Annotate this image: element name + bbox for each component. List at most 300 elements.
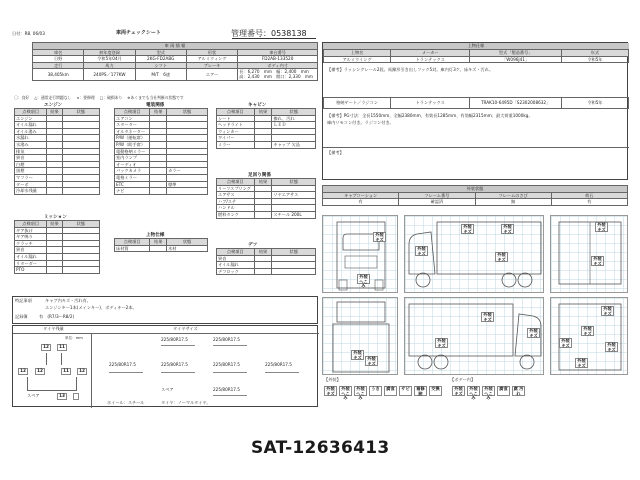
cabin-row bbox=[217, 128, 316, 135]
chassis-item-state bbox=[272, 198, 316, 205]
chassis-item-state bbox=[272, 185, 316, 192]
engine-row bbox=[15, 115, 100, 122]
tire-spare-label: スペア bbox=[27, 393, 40, 398]
upper-col-maker: メーカー bbox=[391, 50, 470, 57]
engine-item-state bbox=[62, 115, 99, 122]
electrical-col-state: 状態 bbox=[167, 109, 208, 116]
mission-item-state bbox=[62, 234, 99, 241]
engine-item-label: マフラー bbox=[15, 174, 47, 181]
val-shape: アルミウィング bbox=[186, 56, 237, 63]
electrical-rows bbox=[115, 115, 208, 194]
mission-item-label: ギア抜け bbox=[15, 227, 47, 234]
tire-remain-unit: 単位：mm bbox=[65, 336, 83, 340]
upper-spec-table bbox=[323, 49, 629, 63]
deflect-item-label: 異音 bbox=[217, 255, 255, 262]
exterior-table bbox=[322, 185, 628, 206]
sheet-title: 車両チェックシート bbox=[116, 30, 161, 36]
deflect-rows bbox=[217, 255, 316, 275]
engine-col-item: 点検項目 bbox=[15, 109, 47, 116]
electrical-item-state bbox=[167, 141, 208, 148]
upper-row1-name: アルミウイング bbox=[324, 56, 391, 63]
legend-body-4: 腐食 bbox=[497, 386, 510, 396]
legend-row bbox=[14, 96, 184, 100]
val-first-reg: 令和5年04月 bbox=[84, 56, 135, 63]
exterior-title: 外装状態 bbox=[323, 186, 628, 193]
chassis-row bbox=[217, 185, 316, 192]
chassis-row bbox=[217, 211, 316, 218]
cabin-col-result: 結果 bbox=[254, 109, 272, 116]
mission-item-state bbox=[62, 260, 99, 267]
tire-remain-fl: 12 bbox=[41, 344, 51, 351]
engine-item-label: オイル漏れ bbox=[15, 122, 47, 129]
engine-item-label: ターボ bbox=[15, 181, 47, 188]
val-brake: エアー bbox=[186, 69, 237, 81]
deflect-item-label: オイル漏れ bbox=[217, 262, 255, 269]
engine-item-label: 黒煙 bbox=[15, 168, 47, 175]
gate-spec-table bbox=[323, 97, 629, 109]
damage-side-left-4: 外装 キズ bbox=[415, 246, 428, 256]
tire-spare-value: 13 bbox=[57, 393, 67, 400]
engine-item-result bbox=[47, 188, 62, 195]
mission-row bbox=[15, 267, 100, 274]
hdr-mileage: 走行 bbox=[33, 62, 84, 69]
cabin-item-result bbox=[254, 115, 272, 122]
electrical-row bbox=[115, 161, 208, 168]
engine-row bbox=[15, 135, 100, 142]
engine-item-result bbox=[47, 161, 62, 168]
upper-spec-box bbox=[322, 42, 628, 180]
electrical-item-label: エアコン bbox=[115, 115, 150, 122]
exterior-val-cab: 有 bbox=[323, 199, 399, 206]
vehicle-info-title: 車 両 情 報 bbox=[33, 43, 318, 50]
legend-normal: △：通常走行問題なし bbox=[34, 95, 72, 100]
deflect-col-item: 点検項目 bbox=[217, 249, 255, 256]
damage-side-left-2: 外装 キズ bbox=[501, 224, 514, 234]
loading-item-result bbox=[150, 245, 167, 252]
mission-row bbox=[15, 247, 100, 254]
control-number-value: 0538138 bbox=[271, 29, 307, 38]
chassis-title: 足回り関係 bbox=[248, 173, 271, 178]
damage-side-left-3: 外装 キズ bbox=[495, 252, 508, 262]
engine-item-result bbox=[47, 141, 62, 148]
vehicle-info-table bbox=[32, 42, 318, 81]
cabin-item-state bbox=[272, 135, 316, 142]
engine-item-state bbox=[62, 155, 99, 162]
electrical-item-state bbox=[167, 135, 208, 142]
engine-row bbox=[15, 168, 100, 175]
engine-item-state bbox=[62, 141, 99, 148]
legend-damaged: □：破損あり bbox=[99, 95, 123, 100]
engine-item-state bbox=[62, 161, 99, 168]
legend-outside-6: サビ bbox=[399, 386, 412, 396]
hdr-brake: ブレーキ bbox=[186, 62, 237, 69]
loading-title: 上物仕様 bbox=[146, 233, 165, 238]
legend-body-5: 腐 汚れ bbox=[513, 386, 524, 396]
cabin-item-result bbox=[254, 141, 272, 148]
deflect-row bbox=[217, 262, 316, 269]
damage-rear-2: 外装 キズ bbox=[591, 256, 604, 266]
header-rule bbox=[232, 38, 316, 39]
loading-row bbox=[115, 245, 208, 252]
loading-col-item: 点検項目 bbox=[115, 239, 150, 246]
cabin-item-state: 擦れ、汚れ bbox=[272, 115, 316, 122]
electrical-row bbox=[115, 155, 208, 162]
tire-size-title: タイヤサイズ bbox=[173, 326, 198, 331]
exterior-val-stone: 有 bbox=[551, 199, 627, 206]
chassis-col-state: 状態 bbox=[272, 179, 316, 186]
engine-row bbox=[15, 174, 100, 181]
diagram-front-view bbox=[322, 215, 398, 293]
tire-size-3: 225/80R17.5 bbox=[109, 362, 136, 367]
inner-dims-line-1: 長：6,270 mm 幅：2,400 mm bbox=[239, 69, 309, 75]
electrical-item-result bbox=[150, 148, 167, 155]
chassis-col-result: 結果 bbox=[254, 179, 272, 186]
damage-interior-3: 外装 キズ bbox=[575, 358, 588, 368]
gate-model: TRAK10-6495D「S2302008632」 bbox=[470, 98, 562, 109]
legend-body-title: 【ボデー内】 bbox=[450, 377, 476, 382]
chassis-item-state: スチール 200L bbox=[272, 211, 316, 218]
tire-size-line-7 bbox=[213, 395, 247, 396]
tires-box bbox=[12, 325, 318, 407]
hdr-inner-dims: ボディ内寸 bbox=[238, 62, 318, 69]
gate-maker: トランテックス bbox=[391, 98, 470, 109]
electrical-item-result bbox=[150, 115, 167, 122]
damage-interior-2: 外装 キズ bbox=[605, 342, 618, 352]
engine-item-state bbox=[62, 148, 99, 155]
loading-col-state: 状態 bbox=[167, 239, 208, 246]
record-book-label: 記録簿 bbox=[15, 314, 28, 319]
electrical-row bbox=[115, 148, 208, 155]
mission-table bbox=[14, 220, 100, 274]
mission-item-result bbox=[47, 227, 62, 234]
tire-size-6: 225/80R17.5 bbox=[265, 362, 292, 367]
electrical-row bbox=[115, 135, 208, 142]
cabin-item-label: ヘッドライト bbox=[217, 122, 255, 129]
tire-size-1: 225/80R17.5 bbox=[161, 337, 188, 342]
damage-front-scratch: 外装 キズ bbox=[373, 232, 386, 242]
chassis-item-label: ハブ/ステ bbox=[217, 198, 255, 205]
mission-row bbox=[15, 240, 100, 247]
electrical-item-state bbox=[167, 148, 208, 155]
mission-item-state bbox=[62, 253, 99, 260]
electrical-item-label: ナビ bbox=[115, 188, 150, 195]
engine-row bbox=[15, 188, 100, 195]
electrical-item-result bbox=[150, 188, 167, 195]
tire-remain-rl-out: 12 bbox=[18, 368, 28, 375]
mission-item-label: オイル漏れ bbox=[15, 253, 47, 260]
mission-item-result bbox=[47, 234, 62, 241]
chassis-item-label: ハンドル bbox=[217, 205, 255, 212]
val-power: 240PS／177KW bbox=[84, 69, 135, 81]
hdr-chassis: 車台番号 bbox=[238, 49, 318, 56]
mission-rows bbox=[15, 227, 100, 273]
damage-rear-1: 外装 キズ bbox=[595, 222, 608, 232]
cabin-row bbox=[217, 141, 316, 148]
electrical-item-label: バックカメラ bbox=[115, 168, 150, 175]
electrical-item-state: カラー bbox=[167, 168, 208, 175]
engine-col-result: 結果 bbox=[47, 109, 62, 116]
chassis-col-item: 点検項目 bbox=[217, 179, 255, 186]
exterior-val-frame-no: 確認済 bbox=[399, 199, 475, 206]
engine-item-result bbox=[47, 168, 62, 175]
deflect-table bbox=[216, 248, 316, 275]
electrical-item-result bbox=[150, 141, 167, 148]
chassis-rows bbox=[217, 185, 316, 218]
engine-item-result bbox=[47, 122, 62, 129]
diagram-rear-view bbox=[550, 215, 628, 293]
electrical-item-state bbox=[167, 122, 208, 129]
chassis-item-label: 燃料タンク bbox=[217, 211, 255, 218]
special-notes-label: 特記事項 bbox=[15, 298, 32, 303]
electrical-item-label: オーディオ bbox=[115, 161, 150, 168]
mission-item-label: ギア鳴り bbox=[15, 234, 47, 241]
tire-wheel-type: ホイール：スチール bbox=[107, 400, 145, 405]
damage-side-right-2: 外装 キズ bbox=[527, 328, 540, 338]
tire-remain-fr: 11 bbox=[57, 344, 67, 351]
chassis-item-result bbox=[254, 185, 272, 192]
val-inner-dims bbox=[238, 69, 318, 81]
engine-item-result bbox=[47, 174, 62, 181]
engine-item-state bbox=[62, 168, 99, 175]
electrical-item-state: 標準 bbox=[167, 181, 208, 188]
mission-col-result: 結果 bbox=[47, 221, 62, 228]
hdr-shift: シフト bbox=[135, 62, 186, 69]
exterior-col-frame-rust: フレームのさび bbox=[475, 192, 551, 199]
engine-item-label: 冷却水残量 bbox=[15, 188, 47, 195]
mission-item-result bbox=[47, 240, 62, 247]
engine-row bbox=[15, 161, 100, 168]
tire-size-2: 225/80R17.5 bbox=[213, 337, 240, 342]
electrical-item-label: ETC bbox=[115, 181, 150, 188]
control-number-label: 管理番号： bbox=[231, 29, 271, 38]
electrical-item-label: P/W（助手席） bbox=[115, 141, 150, 148]
mission-item-label: PTO bbox=[15, 267, 47, 274]
upper-remark-3: 【備考】 bbox=[327, 150, 344, 155]
val-shift: M/T bbox=[151, 72, 159, 78]
deflect-item-label: デフロック bbox=[217, 268, 255, 275]
record-book-value: 有 (R7/3〜R8/2) bbox=[39, 314, 75, 319]
truck-rear-outline bbox=[551, 216, 629, 294]
mission-item-state bbox=[62, 247, 99, 254]
cabin-row bbox=[217, 115, 316, 122]
electrical-row bbox=[115, 174, 208, 181]
upper-divider-2 bbox=[323, 147, 629, 148]
chassis-row bbox=[217, 192, 316, 199]
upper-col-model: 型式「製造番号」 bbox=[470, 50, 562, 57]
legend-good: 〇：良好 bbox=[14, 95, 30, 100]
upper-spec-title: 上物仕様 bbox=[323, 43, 629, 49]
legend-outside-1: 外装 キズ bbox=[324, 386, 337, 396]
electrical-row bbox=[115, 115, 208, 122]
electrical-row bbox=[115, 168, 208, 175]
electrical-item-result bbox=[150, 122, 167, 129]
tire-axle-front bbox=[46, 353, 62, 365]
tire-remain-rr-out: 12 bbox=[77, 368, 87, 375]
cabin-item-label: ワイパー bbox=[217, 135, 255, 142]
deflect-item-result bbox=[254, 262, 272, 269]
val-mileage: 38,405km bbox=[33, 69, 84, 81]
diagram-top-view bbox=[322, 297, 398, 375]
exterior-col-frame-no: フレーム番号 bbox=[399, 192, 475, 199]
electrical-item-label: 電動格納ミラー bbox=[115, 148, 150, 155]
legend-note: ※あくまでも当社判断の状態です bbox=[127, 95, 184, 100]
mission-row bbox=[15, 234, 100, 241]
exterior-val-frame-rust: 無 bbox=[475, 199, 551, 206]
gate-name: 格納ゲート／ラジコン bbox=[324, 98, 391, 109]
mission-row bbox=[15, 227, 100, 234]
engine-row bbox=[15, 128, 100, 135]
engine-item-result bbox=[47, 115, 62, 122]
upper-remark-2: 【備考】PG寸法：全長1550mm、全幅2380mm、有効長1285mm、有効幅2315mm、最大荷重1000kg。 bbox=[327, 113, 533, 118]
legend-outside-3: 外装 へこみ bbox=[354, 386, 367, 396]
cabin-row bbox=[217, 122, 316, 129]
hdr-make: 車名 bbox=[33, 49, 84, 56]
loading-item-label: 床材質 bbox=[115, 245, 150, 252]
tire-spare-size-label: スペア bbox=[161, 387, 174, 392]
deflect-row bbox=[217, 268, 316, 275]
cabin-rows bbox=[217, 115, 316, 148]
deflect-col-result: 結果 bbox=[254, 249, 272, 256]
electrical-item-label: P/W（運転席） bbox=[115, 135, 150, 142]
electrical-item-result bbox=[150, 155, 167, 162]
loading-col-result: 結果 bbox=[150, 239, 167, 246]
mission-item-result bbox=[47, 253, 62, 260]
chassis-item-state bbox=[272, 205, 316, 212]
truck-top-outline bbox=[323, 298, 399, 376]
engine-item-result bbox=[47, 148, 62, 155]
inner-dims-line-2: 高：2,430 mm 開口：2,330 mm bbox=[239, 73, 313, 79]
damage-interior-1: 外装 キズ bbox=[581, 326, 594, 336]
engine-item-result bbox=[47, 135, 62, 142]
cabin-item-label: シート bbox=[217, 115, 255, 122]
tire-size-4: 225/80R17.5 bbox=[161, 362, 188, 367]
exterior-col-stone: 荷石 bbox=[551, 192, 627, 199]
engine-table bbox=[14, 108, 100, 195]
deflect-item-state bbox=[272, 255, 316, 262]
tire-remain-rl-in: 12 bbox=[35, 368, 45, 375]
gate-year: 令和5年 bbox=[561, 98, 628, 109]
upper-row1-model: 「W096J41」 bbox=[470, 56, 562, 63]
electrical-title: 電装関係 bbox=[146, 103, 165, 108]
upper-row1-maker: トランテックス bbox=[391, 56, 470, 63]
mission-col-item: 点検項目 bbox=[15, 221, 47, 228]
engine-item-state bbox=[62, 128, 99, 135]
tire-size-line-4 bbox=[161, 372, 195, 373]
electrical-item-result bbox=[150, 181, 167, 188]
engine-item-label: エンジン bbox=[15, 115, 47, 122]
engine-row bbox=[15, 148, 100, 155]
diagram-box-interior bbox=[550, 297, 628, 375]
engine-row bbox=[15, 181, 100, 188]
sheet-date: 日付：R8. 06/03 bbox=[12, 31, 45, 36]
diagram-side-left bbox=[404, 215, 544, 293]
deflect-item-result bbox=[254, 268, 272, 275]
mission-item-label: 異音 bbox=[15, 247, 47, 254]
electrical-item-result bbox=[150, 128, 167, 135]
mission-item-state bbox=[62, 267, 99, 274]
chassis-item-result bbox=[254, 205, 272, 212]
engine-item-label: 白煙 bbox=[15, 161, 47, 168]
engine-item-state bbox=[62, 135, 99, 142]
deflect-item-result bbox=[254, 255, 272, 262]
damage-cab-right: 外装 キズ bbox=[601, 306, 614, 316]
special-notes-line-2: エンジンキー1本(メインキー)、ボディキー2本。 bbox=[45, 305, 137, 310]
loading-table bbox=[114, 238, 208, 252]
electrical-row bbox=[115, 128, 208, 135]
electrical-item-result bbox=[150, 135, 167, 142]
tire-spare-mark bbox=[73, 393, 79, 400]
mission-title: ミッション bbox=[44, 215, 67, 220]
loading-rows bbox=[115, 245, 208, 252]
mission-item-label: クラッチ bbox=[15, 240, 47, 247]
special-notes-line-1: キャブ内キズ・汚れ有。 bbox=[45, 298, 91, 303]
electrical-item-result bbox=[150, 168, 167, 175]
cabin-item-result bbox=[254, 128, 272, 135]
electrical-item-state bbox=[167, 161, 208, 168]
electrical-table bbox=[114, 108, 208, 195]
tire-size-7: 225/80R17.5 bbox=[213, 387, 240, 392]
legend-bad: ×：要修理 bbox=[76, 95, 95, 100]
deflect-title: デフ bbox=[248, 243, 258, 248]
deflect-item-state bbox=[272, 268, 316, 275]
mission-item-state bbox=[62, 227, 99, 234]
cabin-col-item: 点検項目 bbox=[217, 109, 255, 116]
tire-size-line-5 bbox=[213, 372, 247, 373]
electrical-row bbox=[115, 188, 208, 195]
cabin-item-state: ＬＥＤ bbox=[272, 122, 316, 129]
mission-row bbox=[15, 253, 100, 260]
upper-remark-2b: 庫内リモコン付き。ラジコン付き。 bbox=[327, 120, 394, 125]
engine-item-state bbox=[62, 174, 99, 181]
chassis-table bbox=[216, 178, 316, 219]
tire-axle-rear bbox=[27, 377, 77, 391]
chassis-item-label: リーフスプリング bbox=[217, 185, 255, 192]
electrical-col-item: 点検項目 bbox=[115, 109, 150, 116]
val-gears: 6速 bbox=[163, 72, 171, 78]
legend-outside-4: うき bbox=[369, 386, 382, 396]
electrical-item-state bbox=[167, 155, 208, 162]
hdr-first-reg: 初年度登録 bbox=[84, 49, 135, 56]
engine-col-state: 状態 bbox=[62, 109, 99, 116]
engine-item-label: 水滲み bbox=[15, 141, 47, 148]
electrical-item-label: オルタネーター bbox=[115, 128, 150, 135]
engine-item-label: 水漏れ bbox=[15, 135, 47, 142]
legend-outside-title: 【外装】 bbox=[324, 377, 341, 382]
special-notes-box bbox=[12, 296, 318, 324]
upper-col-year: 年式 bbox=[561, 50, 628, 57]
damage-top-1: 外装 キズ bbox=[351, 350, 364, 360]
damage-top-2: 外装 キズ bbox=[365, 356, 378, 366]
electrical-row bbox=[115, 122, 208, 129]
mission-col-state: 状態 bbox=[62, 221, 99, 228]
engine-row bbox=[15, 122, 100, 129]
legend-outside-7: 補修 跡 bbox=[414, 386, 427, 396]
electrical-item-label: 電格ミラー bbox=[115, 174, 150, 181]
electrical-item-state bbox=[167, 128, 208, 135]
deflect-col-state: 状態 bbox=[272, 249, 316, 256]
hdr-shape: 形状 bbox=[186, 49, 237, 56]
engine-row bbox=[15, 141, 100, 148]
val-model: 2KG-FD2ABG bbox=[135, 56, 186, 63]
chassis-item-result bbox=[254, 198, 272, 205]
legend-outside-list bbox=[324, 386, 442, 401]
electrical-item-state bbox=[167, 174, 208, 181]
cabin-title: キャビン bbox=[248, 103, 267, 108]
engine-item-label: 異音 bbox=[15, 155, 47, 162]
legend-outside-5: 腐食 bbox=[384, 386, 397, 396]
chassis-item-label: エアサス bbox=[217, 192, 255, 199]
upper-col-name: 上物名 bbox=[324, 50, 391, 57]
